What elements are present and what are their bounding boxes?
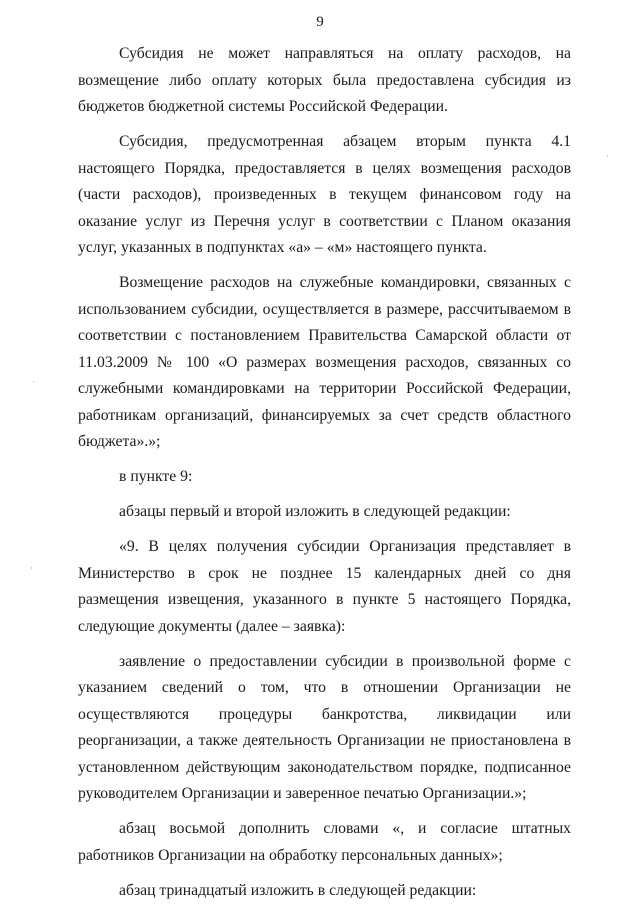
paragraph-application-statement: заявление о предоставлении субсидии в произвольной форме с указанием сведений о том, что в отношении Организации не осуществляются процедуры банкротства, ликвидации или реорганизации, а также деятельность Организации не приостановлена в установленном действующим законодательством порядке, подписанное руководителем Организации и заверенное печатью Организации.»; (78, 652, 571, 802)
paragraph-travel-expenses: Возмещение расходов на служебные командировки, связанных с использованием субсидии, осуществляется в размере, рассчитываемом в соответствии с постановлением Правительства Самарской области от 11.03.2009 № 100 «О размерах возмещения расходов, связанных со служебными командировками на территории Российской Федерации, работникам организаций, финансируемых за счет средств областного бюджета».»; (78, 274, 571, 450)
paragraph-point-9: в пункте 9: (119, 468, 193, 485)
paragraph-subsidy-purpose: Субсидия, предусмотренная абзацем вторым пункта 4.1 настоящего Порядка, предоставляется в целях возмещения расходов (части расходов), произведенных в текущем финансовом году на оказание услуг из Перечня услуг в соответствии с Планом оказания услуг, указанных в подпунктах «а» – «м» настоящего пункта. (78, 133, 571, 256)
paragraph-amend-thirteenth: абзац тринадцатый изложить в следующей редакции: (119, 881, 477, 899)
scan-speck: · (606, 151, 609, 161)
paragraph-application-submission: «9. В целях получения субсидии Организация представляет в Министерство в срок не позднее 15 календарных дней со дня размещения извещения, указанного в пункте 5 настоящего Порядка, следующие документы (далее – заявка): (78, 538, 571, 635)
paragraph-amend-first-second: абзацы первый и второй изложить в следующей редакции: (119, 503, 511, 520)
scan-speck: · (32, 377, 35, 387)
scan-speck: · (30, 563, 33, 573)
page-number: 9 (316, 14, 324, 30)
paragraph-subsidy-restriction: Субсидия не может направляться на оплату расходов, на возмещение либо оплату которых была предоставлена субсидия из бюджетов бюджетной системы Российской Федерации. (78, 45, 571, 115)
document-body (78, 41, 571, 913)
paragraph-amend-eighth: абзац восьмой дополнить словами «, и согласие штатных работников Организации на обработку персональных данных»; (78, 820, 571, 864)
